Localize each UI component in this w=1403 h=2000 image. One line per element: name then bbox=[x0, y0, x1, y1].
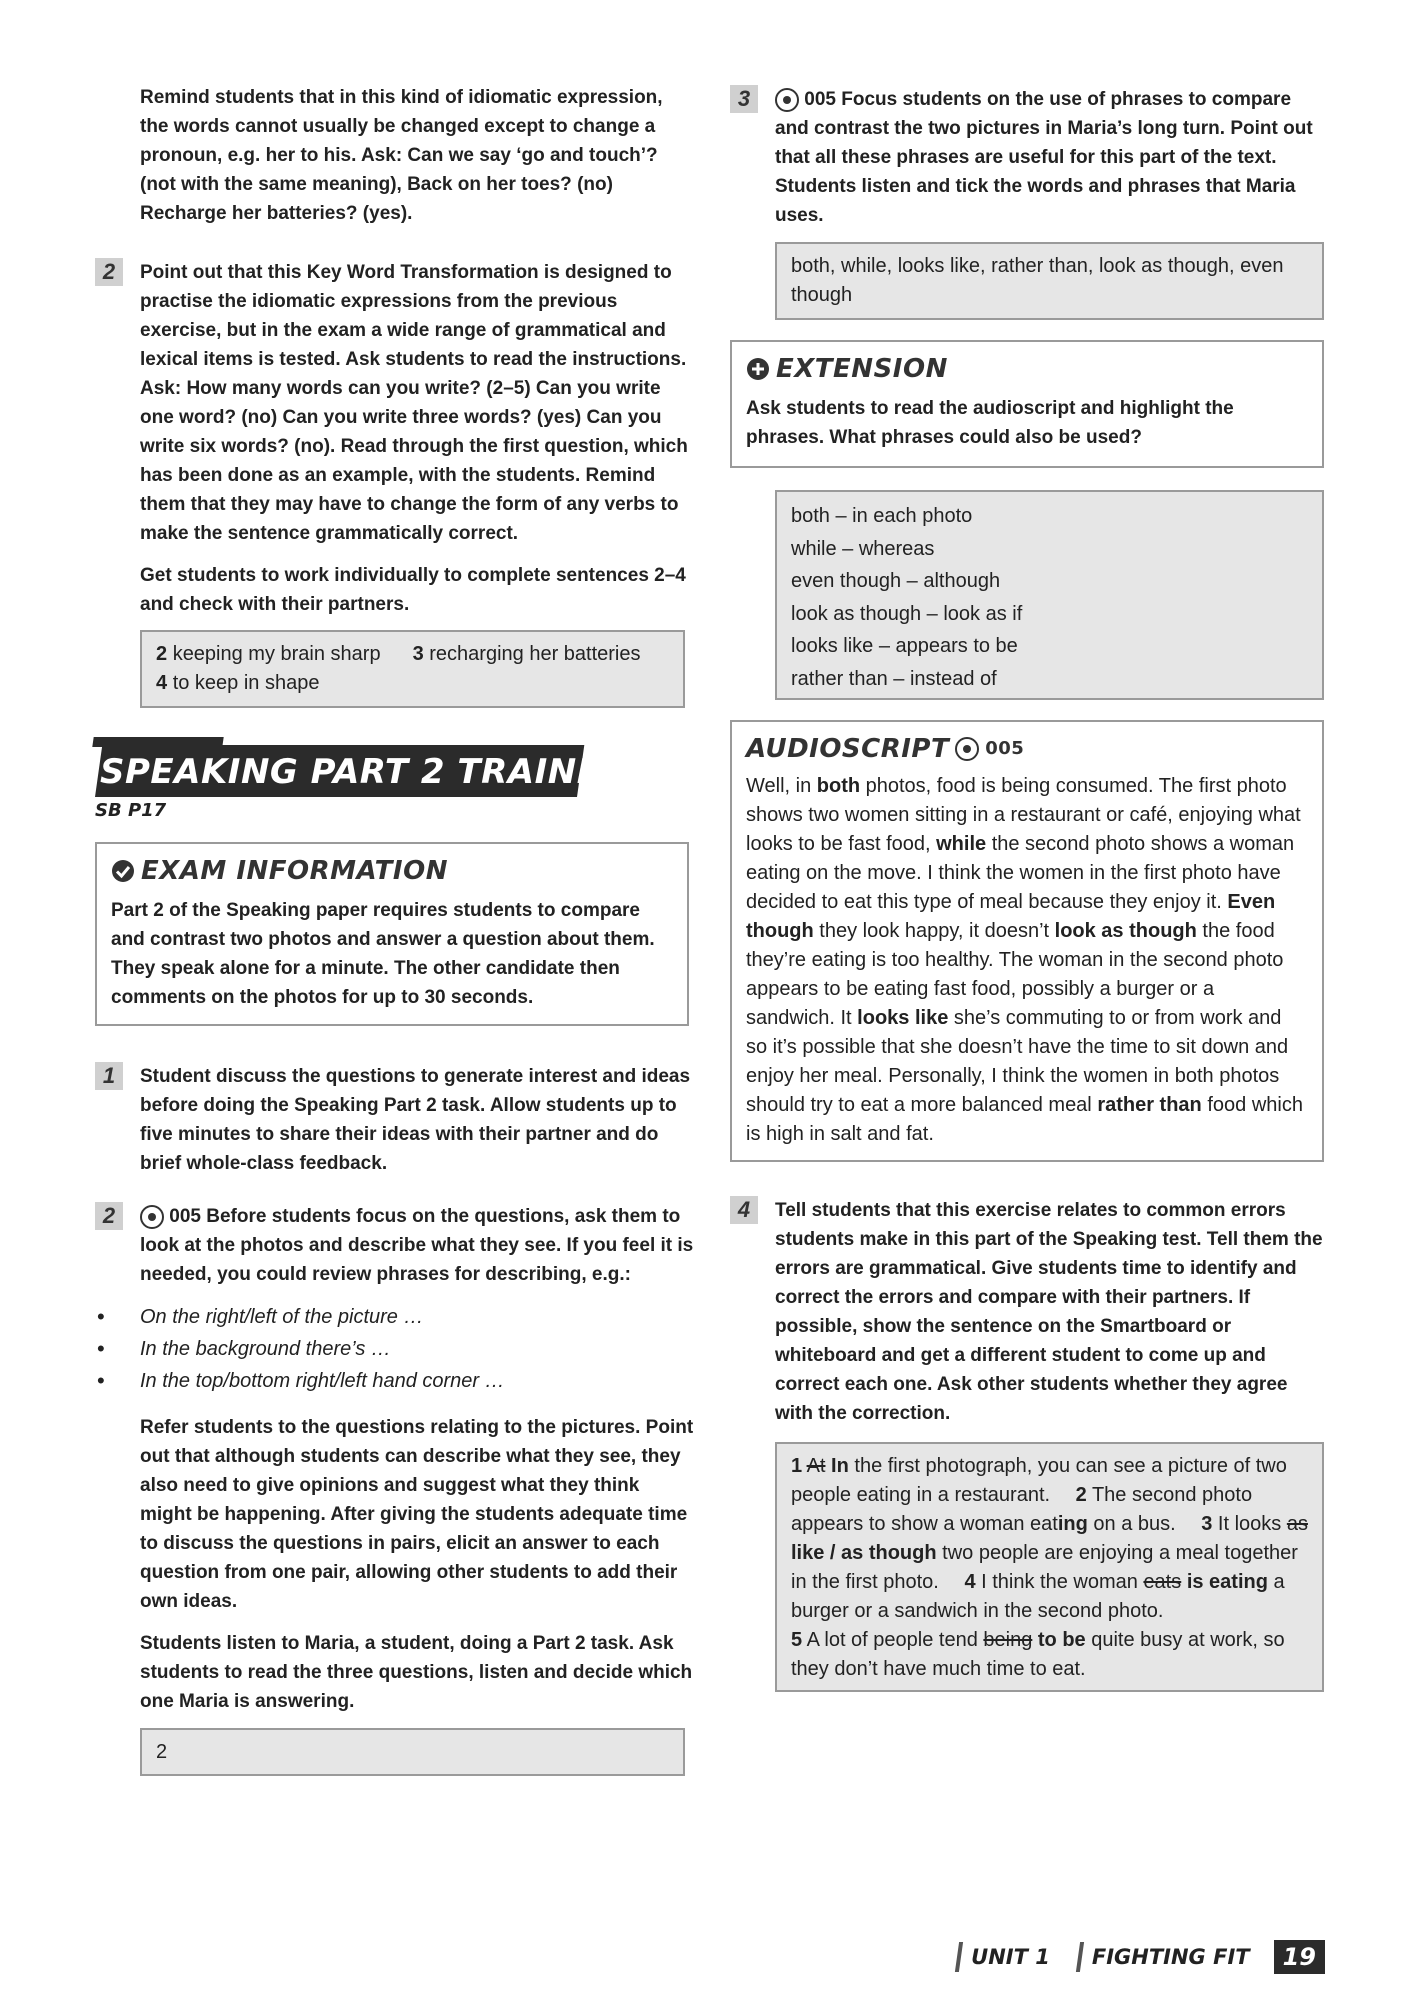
track-number: 005 bbox=[169, 1206, 201, 1227]
exercise-2-instructions: Point out that this Key Word Transformation is designed to practise the idiomatic expressions from the previous exercise, but in the exam a wide range of grammatical and lexical items is tested. Ask students to read the instructions. Ask: How many words can you write? (2–5) Can you write one word? (no) Can you write three words? (yes) Can you write six words? (no). Read through the first question, which has been done as an example, with the students. Remind them that they may have to change the form of any verbs to make the sentence grammatically correct. bbox=[140, 262, 688, 544]
describing-phrases-list bbox=[95, 1301, 695, 1397]
intro-paragraph: Remind students that in this kind of idiomatic expression, the words cannot usually be changed except to change a pronoun, e.g. her to his. Ask: Can we say ‘go and touch’? (not with the same meaning), Back on her toes? (no) Recharge her batteries? (yes). bbox=[140, 87, 663, 224]
audio-cd-icon bbox=[955, 737, 979, 761]
page-number: 19 bbox=[1274, 1940, 1325, 1974]
answer-box-extension bbox=[775, 490, 1324, 700]
footer-unit-title: FIGHTING FIT bbox=[1091, 1945, 1250, 1969]
student-book-reference: SB P17 bbox=[95, 800, 167, 821]
exercise-2 bbox=[95, 258, 695, 619]
footer-divider bbox=[955, 1942, 963, 1972]
exercise-number-badge: 2 bbox=[95, 258, 123, 286]
track-number: 005 bbox=[985, 738, 1025, 759]
exercise-3-text: Focus students on the use of phrases to compare and contrast the two pictures in Maria’s long turn. Point out that all these phrases are useful for this part of the text. Students listen and tick the words and phrases that Maria uses. bbox=[775, 89, 1313, 226]
list-item: • In the background there’s … bbox=[95, 1333, 695, 1365]
list-item: rather than – instead of bbox=[791, 667, 997, 690]
track-number: 005 bbox=[804, 89, 836, 110]
audio-cd-icon bbox=[775, 88, 799, 112]
exam-information-text: Part 2 of the Speaking paper requires students to compare and contrast two photos and answer a question about them. They speak alone for a minute. The other candidate then comments on the photos for up to 30 seconds. bbox=[111, 900, 655, 1008]
exam-information-title: EXAM INFORMATION bbox=[141, 856, 448, 886]
audioscript-box bbox=[730, 720, 1324, 1162]
speaking-exercise-2-lead: Before students focus on the questions, ask them to look at the photos and describe what they see. If you feel it is needed, you could review phrases for describing, e.g.: bbox=[140, 1206, 694, 1285]
list-item: even though – although bbox=[791, 570, 1001, 592]
exercise-number-badge: 4 bbox=[730, 1196, 758, 1224]
speaking-exercise-2-para3: Students listen to Maria, a student, doing a Part 2 task. Ask students to read the three questions, listen and decide which one Maria is answering. bbox=[140, 1633, 693, 1712]
audioscript-text: Well, in both photos, food is being consumed. The first photo shows two women sitting in a restaurant or café, enjoying what looks to be fast food, while the second photo shows a woman eating on the move. I think the women in the first photo have decided to eat this type of meal because they enjoy it. Even though they look happy, it doesn’t look as though the food they’re eating is too healthy. The woman in the second photo appears to be eating fast food, possibly a burger or a sandwich. It looks like she’s commuting to or from work and so it’s possible that she doesn’t have the time to sit down and enjoy her meal. Personally, I think the women in both photos should try to eat a more balanced meal rather than food which is high in salt and fat. bbox=[746, 775, 1303, 1145]
plus-circle-icon bbox=[746, 357, 770, 381]
audioscript-title: AUDIOSCRIPT bbox=[746, 734, 950, 764]
check-circle-icon bbox=[111, 859, 135, 883]
page-footer bbox=[957, 1940, 1325, 1974]
extension-title: EXTENSION bbox=[776, 354, 948, 384]
speaking-exercise-1-text: Student discuss the questions to generate interest and ideas before doing the Speaking Part 2 task. Allow students up to five minutes to share their ideas with their partner and do brief whole-class feedback. bbox=[140, 1066, 691, 1174]
footer-unit: UNIT 1 bbox=[971, 1945, 1050, 1969]
extension-text: Ask students to read the audioscript and highlight the phrases. What phrases could also be used? bbox=[746, 398, 1234, 448]
list-item: • In the top/bottom right/left hand corner … bbox=[95, 1365, 695, 1397]
exercise-number-badge: 3 bbox=[730, 85, 758, 113]
speaking-exercise-2 bbox=[95, 1202, 695, 1716]
answer-box-exercise-4: 1 At In the first photograph, you can see a picture of two people eating in a restaurant. 2 The second photo appears to show a woman eating on a bus. 3 It looks as like / as though two people are enjoying a meal together in the first photo. 4 I think the woman eats is eating a burger or a sandwich in the second photo. 5 A lot of people tend being to be quite busy at work, so they don’t have much time to eat. bbox=[775, 1442, 1324, 1692]
exam-information-box bbox=[95, 842, 689, 1026]
speaking-exercise-1 bbox=[95, 1062, 695, 1178]
answer-box-exercise-3: both, while, looks like, rather than, look as though, even though bbox=[775, 242, 1324, 320]
exercise-3 bbox=[730, 85, 1325, 230]
list-item: both – in each photo bbox=[791, 505, 973, 527]
section-title: SPEAKING PART 2 TRAINING bbox=[100, 752, 648, 792]
exercise-number-badge: 1 bbox=[95, 1062, 123, 1090]
footer-divider bbox=[1076, 1942, 1084, 1972]
exercise-4-text: Tell students that this exercise relates to common errors students make in this part of the Speaking test. Tell them the errors are grammatical. Give students time to identify and correct the errors and compare with their partners. If possible, show the sentence on the Smartboard or whiteboard and get a different student to come up and correct each one. Ask other students whether they agree with the correction. bbox=[775, 1200, 1323, 1424]
list-item: while – whereas bbox=[791, 537, 935, 560]
list-item: looks like – appears to be bbox=[791, 635, 1018, 657]
audio-cd-icon bbox=[140, 1205, 164, 1229]
answer-box-speaking-2: 2 bbox=[140, 1728, 685, 1776]
answer-box-exercise-2: 2 keeping my brain sharp 3 recharging her batteries 4 to keep in shape bbox=[140, 630, 685, 708]
list-item: • On the right/left of the picture … bbox=[95, 1301, 695, 1333]
list-item: look as though – look as if bbox=[791, 602, 1023, 625]
exercise-4 bbox=[730, 1196, 1325, 1428]
exercise-2-followup: Get students to work individually to complete sentences 2–4 and check with their partners. bbox=[140, 565, 686, 615]
speaking-exercise-2-para2: Refer students to the questions relating to the pictures. Point out that although students can describe what they see, they also need to give opinions and suggest what they think might be happening. After giving the students adequate time to discuss the questions in pairs, elicit an answer to each question from one pair, allowing other students to add their own ideas. bbox=[140, 1417, 694, 1612]
exercise-number-badge: 2 bbox=[95, 1202, 123, 1230]
extension-box bbox=[730, 340, 1324, 468]
